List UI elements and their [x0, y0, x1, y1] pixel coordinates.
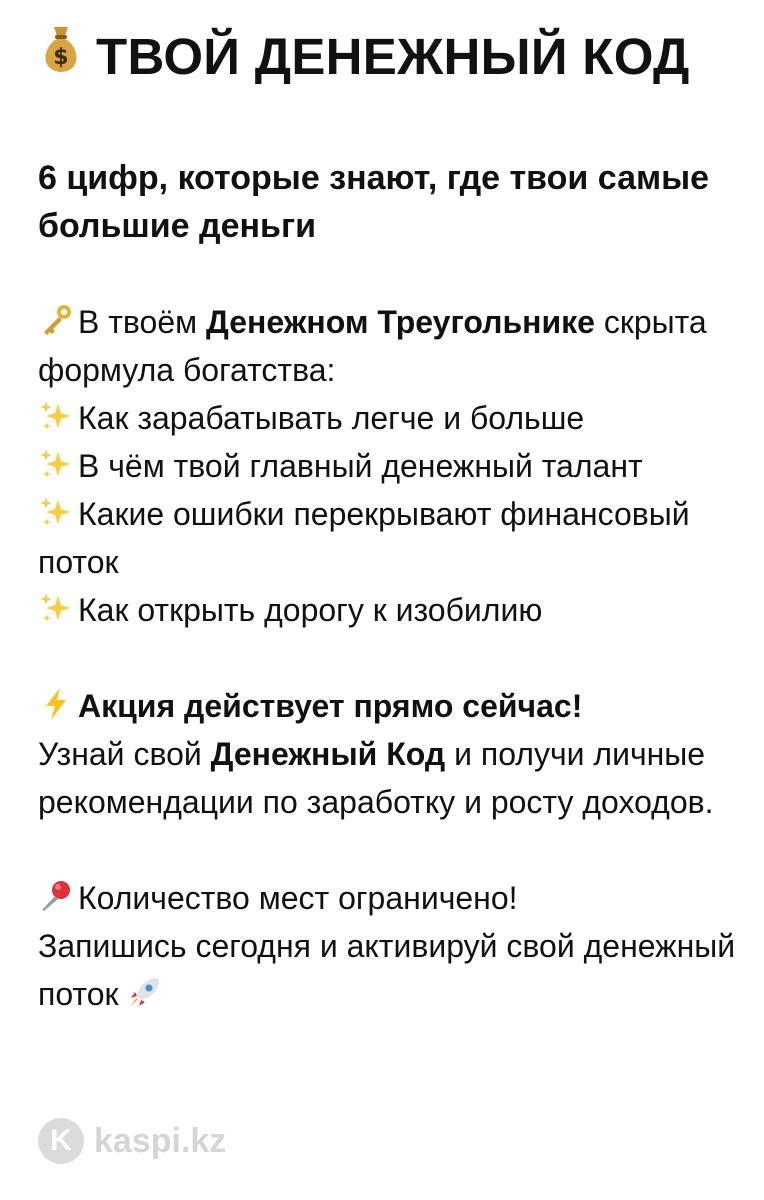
sparkles-icon	[38, 494, 78, 530]
bullet-item: Как открыть дорогу к изобилию	[38, 586, 738, 634]
bullet-item: Какие ошибки перекрывают финансовый поток	[38, 495, 690, 580]
title-text: ТВОЙ ДЕНЕЖНЫЙ КОД	[96, 28, 690, 85]
sparkles-icon	[38, 398, 78, 434]
kaspi-logo-icon: K	[38, 1118, 84, 1164]
money-code-term: Денежный Код	[210, 735, 446, 772]
bullet-item: В чём твой главный денежный талант	[38, 442, 738, 490]
promo-section	[38, 682, 738, 826]
sparkles-icon	[38, 590, 78, 626]
money-triangle-term: Денежном Треугольнике	[206, 303, 595, 340]
kaspi-watermark: K kaspi.kz	[38, 1118, 226, 1164]
post-content	[38, 26, 738, 1018]
promo-body: Узнай свой Денежный Код и получи личные рекомендации по заработку и росту доходов.	[38, 735, 714, 820]
limited-cta: Запишись сегодня и активируй свой денежный поток	[38, 927, 736, 1012]
key-icon	[38, 302, 78, 338]
limited-headline: Количество мест ограничено!	[38, 874, 738, 922]
money-bag-icon	[38, 23, 96, 89]
subtitle: 6 цифр, которые знают, где твои самые большие деньги	[38, 158, 710, 245]
sparkles-icon	[38, 446, 78, 482]
svg-text:$: $	[53, 44, 69, 70]
promo-headline: Акция действует прямо сейчас!	[38, 682, 738, 730]
limited-section	[38, 874, 738, 1018]
rocket-icon	[127, 974, 167, 1010]
page-title	[38, 26, 738, 94]
pushpin-icon	[38, 878, 78, 914]
bullet-item: Как зарабатывать легче и больше	[38, 394, 738, 442]
formula-section	[38, 298, 738, 634]
lightning-icon	[38, 686, 78, 722]
formula-intro: В твоём Денежном Треугольнике скрыта формула богатства:	[38, 303, 707, 388]
